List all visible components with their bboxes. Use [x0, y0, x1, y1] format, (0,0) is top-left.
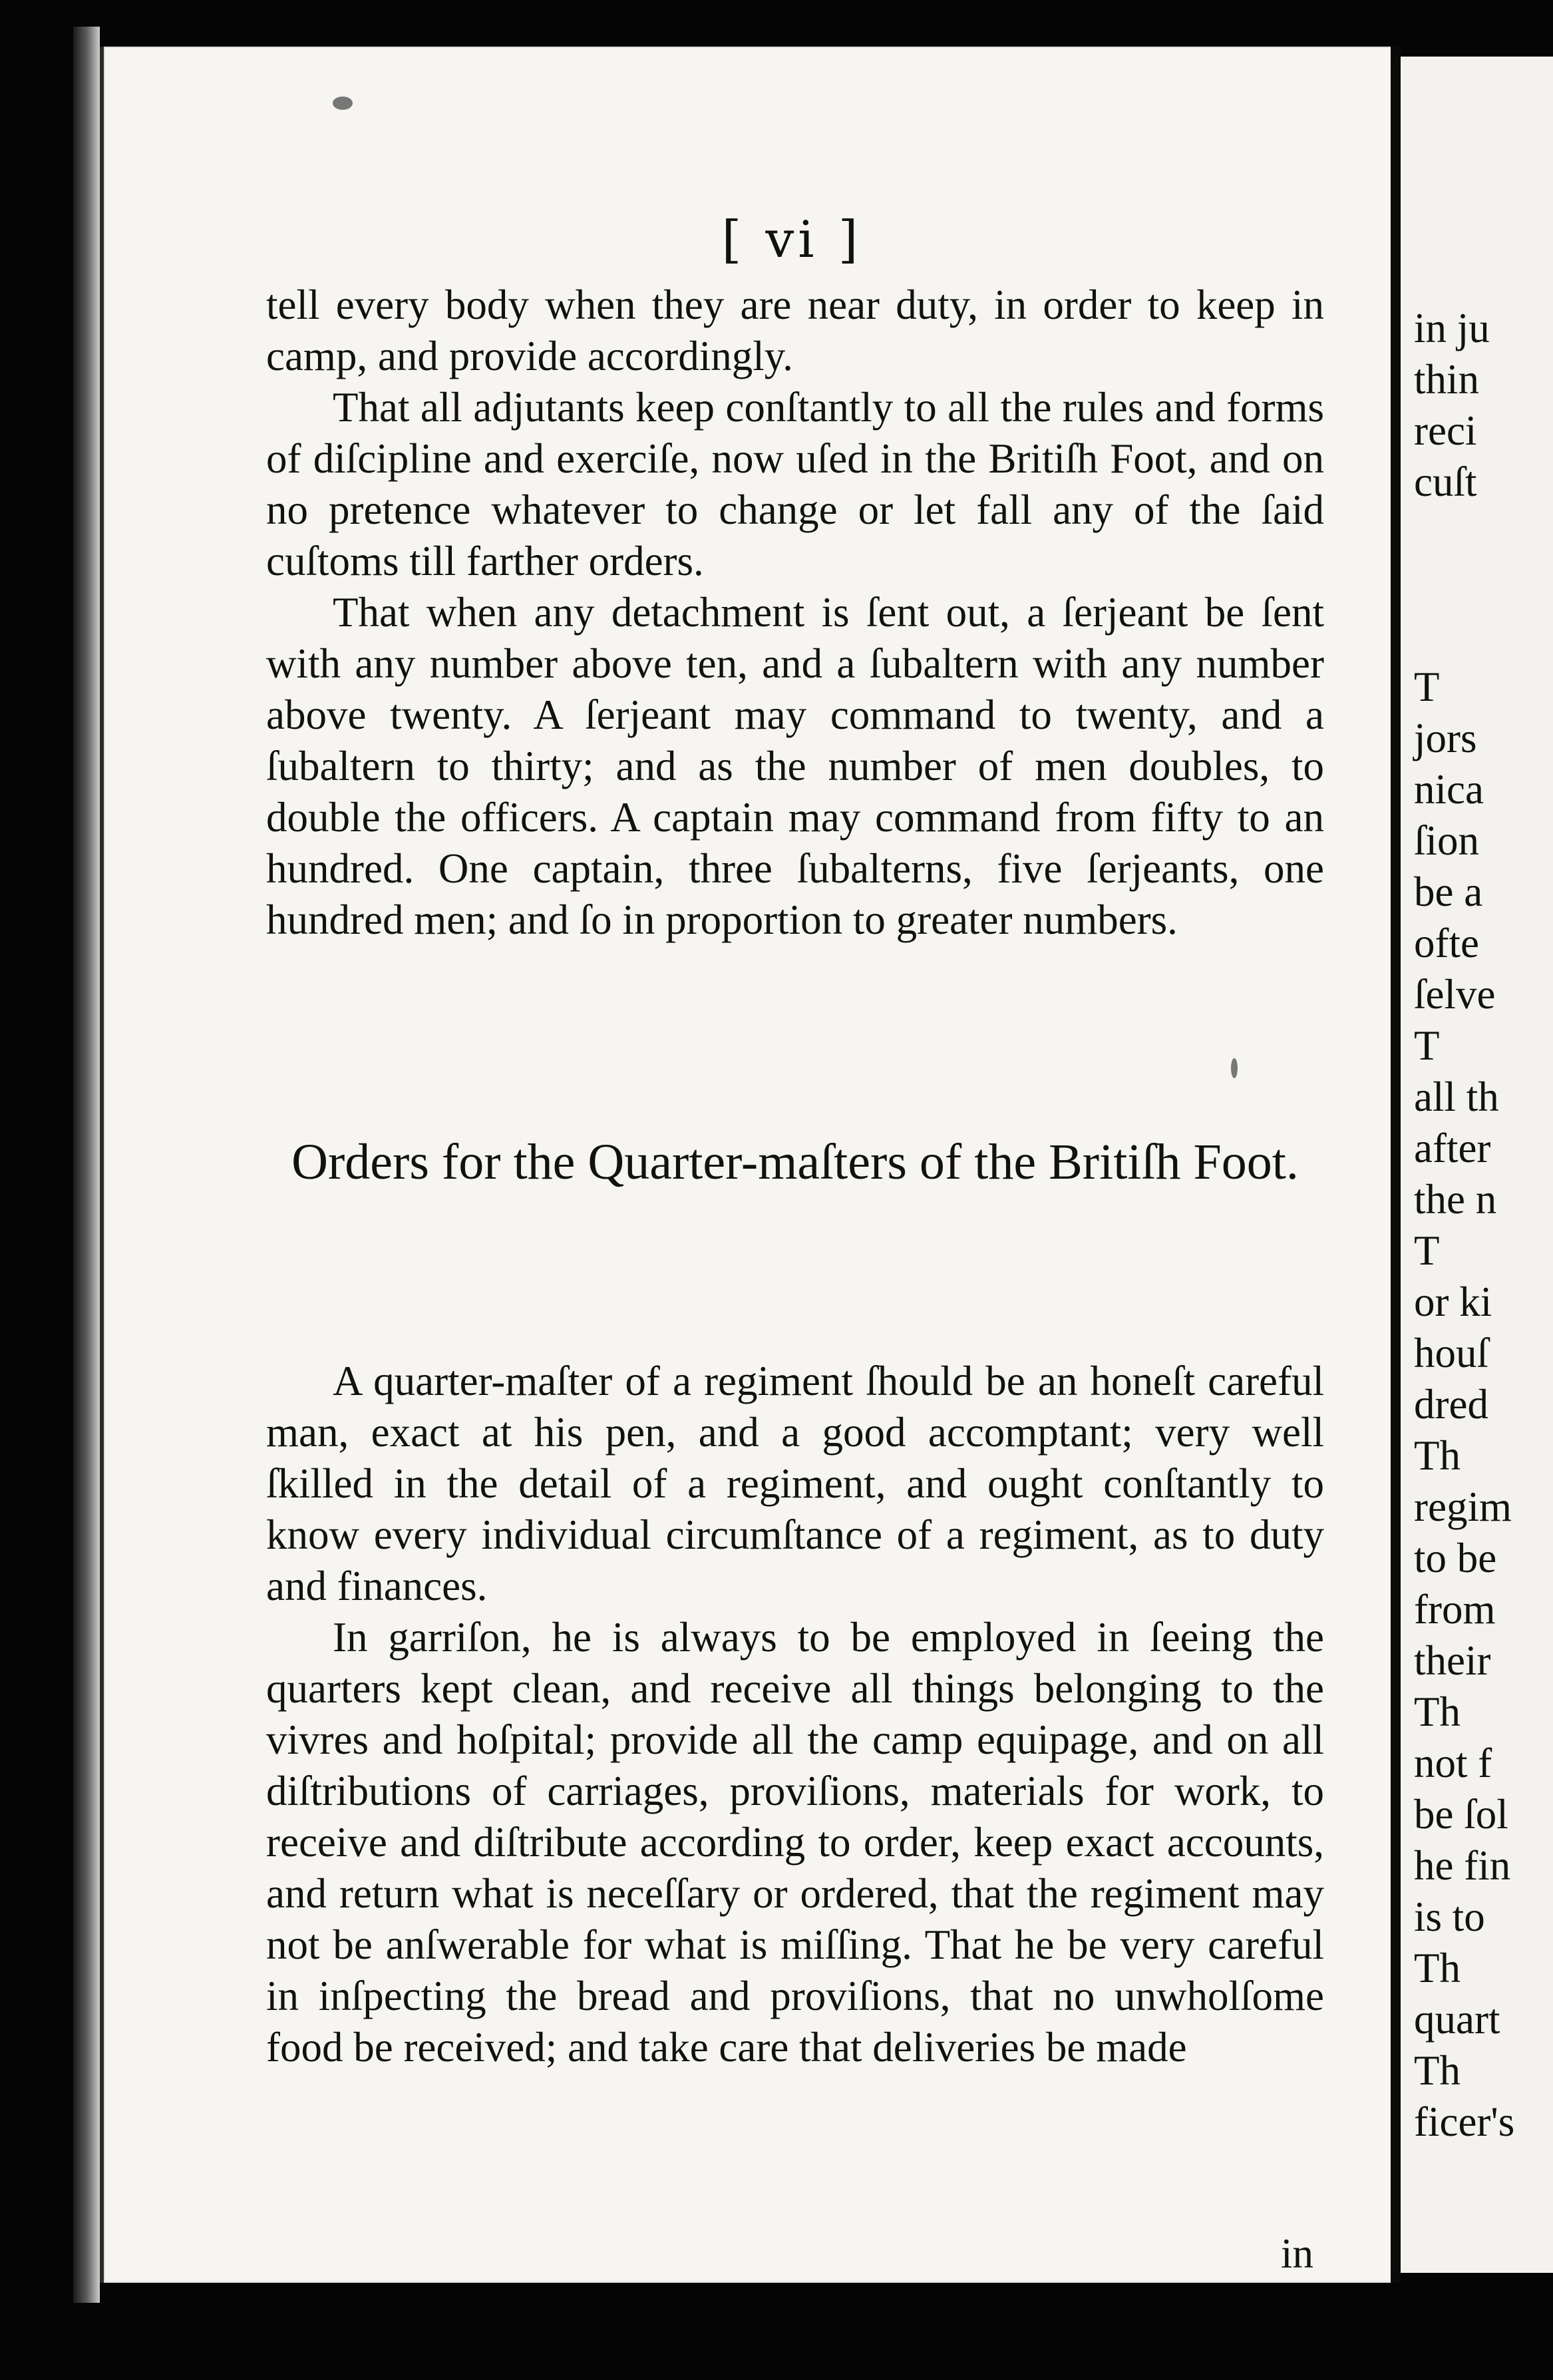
- right-page-line-fragment: their: [1414, 1637, 1491, 1684]
- paragraph: A quarter-maſter of a regiment ſhould be an honeſt careful man, exact at his pen, and a good accomptant; very well ſkilled in the detail of a regiment, and ought conſtantly to know every individual circumſtance of a regiment, as to duty and finances.: [266, 1358, 1324, 1609]
- right-page-line-fragment: the n: [1414, 1176, 1497, 1223]
- right-page-line-fragment: he fin: [1414, 1842, 1511, 1889]
- paper-speck: [1231, 1058, 1238, 1078]
- section-heading: Orders for the Quarter-maſters of the Britiſh Foot.: [291, 1134, 1299, 1190]
- right-page-line-fragment: Th: [1414, 2047, 1461, 2094]
- right-page-line-fragment: dred: [1414, 1381, 1488, 1428]
- right-page-line-fragment: to be: [1414, 1535, 1497, 1581]
- right-page-line-fragment: T: [1414, 664, 1440, 710]
- book-binding-edge: [73, 27, 100, 2303]
- right-page: [1401, 57, 1553, 2273]
- body-text-top: [266, 280, 1324, 946]
- page-gutter: [1391, 47, 1401, 2283]
- right-page-line-fragment: after: [1414, 1125, 1491, 1171]
- right-page-line-fragment: from: [1414, 1586, 1496, 1633]
- right-page-line-fragment: T: [1414, 1022, 1440, 1069]
- right-page-line-fragment: quart: [1414, 1996, 1500, 2043]
- right-page-line-fragment: is to: [1414, 1893, 1485, 1940]
- right-page-line-fragment: regim: [1414, 1484, 1512, 1530]
- body-text-bottom: [266, 1356, 1324, 2073]
- paper-speck: [333, 97, 353, 110]
- right-page-line-fragment: jors: [1414, 715, 1477, 761]
- right-page-line-fragment: in ju: [1414, 305, 1490, 351]
- right-page-line-fragment: thin: [1414, 356, 1480, 403]
- right-page-line-fragment: T: [1414, 1227, 1440, 1274]
- right-page-line-fragment: ficer's: [1414, 2098, 1515, 2145]
- right-page-line-fragment: cuſt: [1414, 459, 1477, 505]
- right-page-line-fragment: be ſol: [1414, 1791, 1508, 1838]
- right-page-line-fragment: ſion: [1414, 817, 1480, 864]
- page-number: [ vi ]: [721, 210, 862, 269]
- paragraph: In garriſon, he is always to be employed in ſeeing the quarters kept clean, and receive all things belonging to the vivres and hoſpital; provide all the camp equipage, and on all diſtributions of carriages, proviſions, materials for work, to receive and diſtribute according to order, keep exact accounts, and return what is neceſſary or ordered, that the regiment may not be anſwerable for what is miſſing. That he be very careful in inſpecting the bread and proviſions, that no unwholſome food be received; and take care that deliveries be made: [266, 1614, 1324, 2071]
- right-page-line-fragment: Th: [1414, 1688, 1461, 1735]
- right-page-line-fragment: houſ: [1414, 1330, 1489, 1376]
- right-page-line-fragment: Th: [1414, 1432, 1461, 1479]
- right-page-line-fragment: be a: [1414, 869, 1483, 915]
- right-page-line-fragment: not f: [1414, 1740, 1492, 1786]
- catchword: in: [1281, 2230, 1314, 2277]
- right-page-line-fragment: or ki: [1414, 1279, 1492, 1325]
- right-page-line-fragment: ofte: [1414, 920, 1479, 966]
- right-page-line-fragment: Th: [1414, 1945, 1461, 1991]
- paragraph: That when any detachment is ſent out, a ſerjeant be ſent with any number above ten, and a ſubaltern with any number above twenty. A ſerjeant may command to twenty, and a ſubaltern to thirty; and as the number of men doubles, to double the officers. A captain may command from fifty to an hundred. One captain, three ſubalterns, five ſerjeants, one hundred men; and ſo in proportion to greater numbers.: [266, 589, 1324, 943]
- right-page-line-fragment: reci: [1414, 407, 1477, 454]
- paragraph: That all adjutants keep conſtantly to all the rules and forms of diſcipline and exerciſe, now uſed in the Britiſh Foot, and on no pretence whatever to change or let fall any of the ſaid cuſtoms till farther orders.: [266, 384, 1324, 584]
- paragraph: tell every body when they are near duty, in order to keep in camp, and provide accordingly.: [266, 282, 1324, 379]
- right-page-line-fragment: ſelve: [1414, 971, 1496, 1018]
- right-page-line-fragment: nica: [1414, 766, 1484, 813]
- right-page-line-fragment: all th: [1414, 1074, 1499, 1120]
